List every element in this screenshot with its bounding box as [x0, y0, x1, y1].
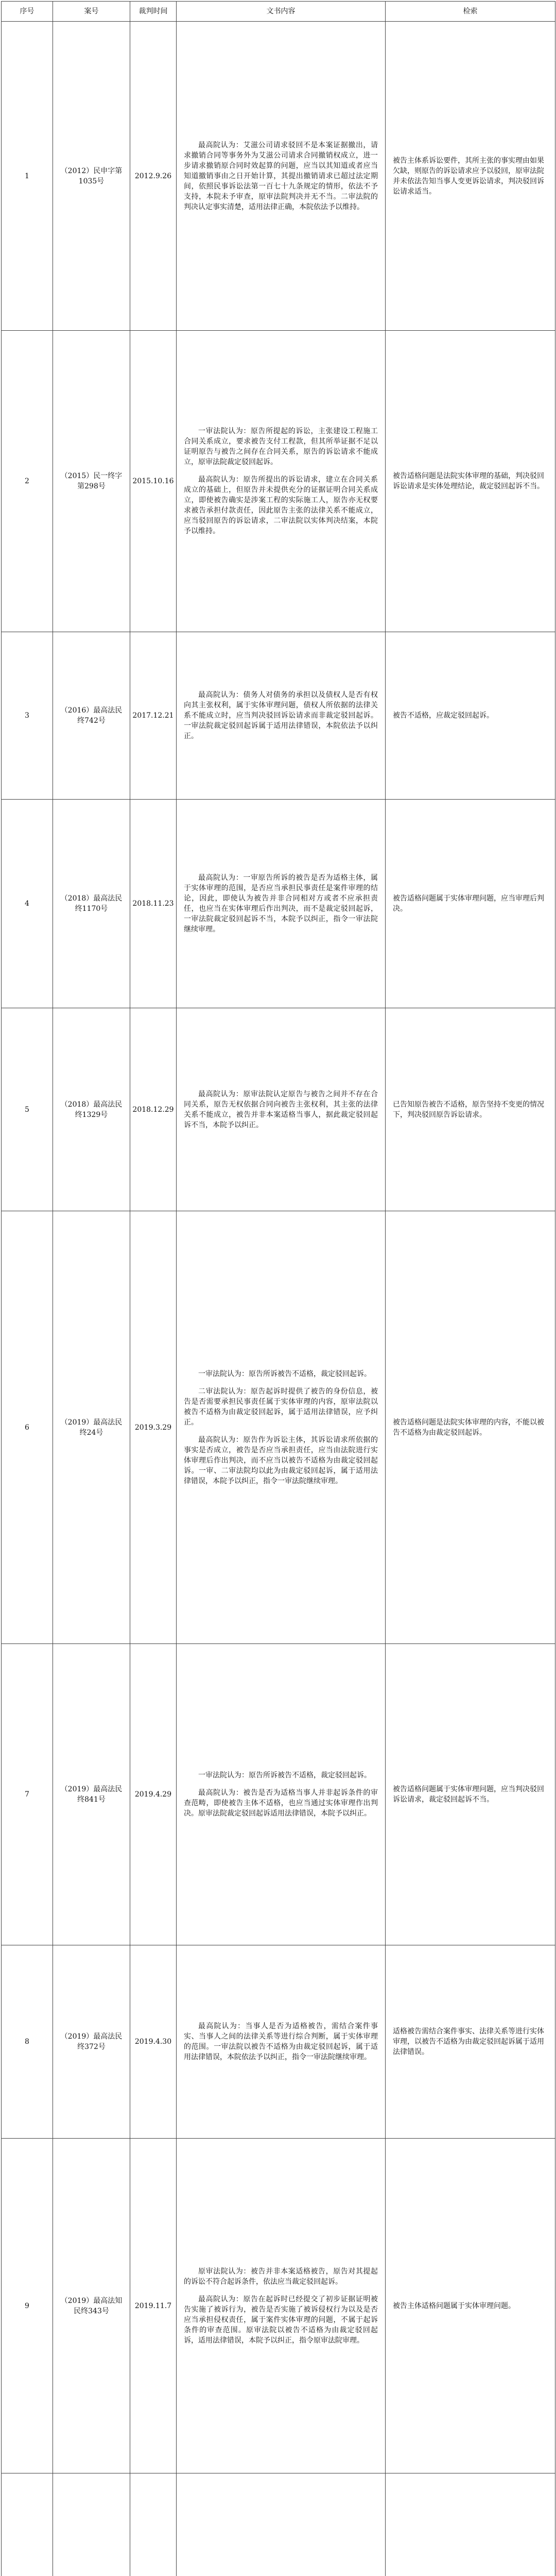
document-content — [177, 1211, 386, 1644]
header-no: 序号 — [2, 2, 53, 22]
document-content — [177, 1008, 386, 1211]
header-note: 检索 — [386, 2, 555, 22]
document-content — [177, 22, 386, 331]
judgment-date: 2019.11.7 — [130, 2139, 177, 2473]
judgment-date: 2019.4.30 — [130, 1945, 177, 2139]
row-number: 8 — [2, 1945, 53, 2139]
header-content: 文书内容 — [177, 2, 386, 22]
case-number: （2018）最高法民终1170号 — [53, 800, 130, 1008]
table-row — [2, 2139, 555, 2473]
row-number: 1 — [2, 22, 53, 331]
table-row — [2, 1945, 555, 2139]
row-number: 3 — [2, 632, 53, 800]
case-number: （2019）最高法民终841号 — [53, 1644, 130, 1945]
row-number — [2, 2473, 53, 2576]
judgment-date: 2018.12.29 — [130, 1008, 177, 1211]
table-row — [2, 632, 555, 800]
judgment-date: 2019.3.29 — [130, 1211, 177, 1644]
search-note: 被告主体系诉讼要件，其所主张的事实理由如果欠缺，则原告的诉讼请求应予以驳回，原审法院并未依法告知当事人变更诉讼请求，判决驳回诉讼请求适当。 — [386, 22, 555, 331]
document-content — [177, 1945, 386, 2139]
table-row — [2, 2473, 555, 2576]
content-paragraph: 最高院认为：原告在起诉时已经提交了初步证据证明被告实施了被诉行为，被告是否实施了被诉侵权行为以及是否应当承担侵权责任，属于案件实体审理的问题，不属于起诉条件的审查范围。原审法院以被告不适格为由裁定驳回起诉，适用法律错误，本院予以纠正，指令原审法院审理。 — [184, 2295, 378, 2345]
document-content — [177, 2139, 386, 2473]
search-note — [386, 2473, 555, 2576]
table-row — [2, 800, 555, 1008]
table-row — [2, 1008, 555, 1211]
case-number: （2015）民一终字第298号 — [53, 331, 130, 632]
search-note: 被告适格问题属于实体审理问题，应当审理后判决。 — [386, 800, 555, 1008]
case-number: （2019）最高法知民终343号 — [53, 2139, 130, 2473]
judgment-date — [130, 2473, 177, 2576]
case-number: （2012）民申字第1035号 — [53, 22, 130, 331]
judgment-date: 2015.10.16 — [130, 331, 177, 632]
row-number: 6 — [2, 1211, 53, 1644]
row-number: 9 — [2, 2139, 53, 2473]
judgment-date: 2017.12.21 — [130, 632, 177, 800]
document-content — [177, 331, 386, 632]
row-number: 5 — [2, 1008, 53, 1211]
row-number: 2 — [2, 331, 53, 632]
content-paragraph: 一审法院认为：原告所诉被告不适格，裁定驳回起诉。 — [198, 1771, 371, 1780]
content-paragraph: 最高院认为：原告作为诉讼主体，其诉讼请求所依据的事实是否成立，被告是否应当承担责任，应当由法院进行实体审理后作出判决，而不应当以被告不适格为由裁定驳回起诉。一审、二审法院均以此为由裁定驳回起诉，属于适用法律错误，本院予以纠正，指令一审法院继续审理。 — [184, 1435, 378, 1485]
search-note: 被告适格问题是法院实体审理的内容，不能以被告不适格为由裁定驳回起诉。 — [386, 1211, 555, 1644]
document-content — [177, 2473, 386, 2576]
search-note: 适格被告需结合案件事实、法律关系等进行实体审理，以被告不适格为由裁定驳回起诉属于适用法律错误。 — [386, 1945, 555, 2139]
case-number: （2019）最高法民终372号 — [53, 1945, 130, 2139]
content-paragraph: 最高院认为：原告所提出的诉讼请求，建立在合同关系成立的基础上，但原告并未提供充分的证据证明合同关系成立，即使被告确实是涉案工程的实际施工人，原告亦无权要求被告承担付款责任，因此原告主张的法律关系不能成立，应当驳回原告的诉讼请求，二审法院以实体判决结案，本院予以维持。 — [184, 476, 378, 535]
judgment-date: 2012.9.26 — [130, 22, 177, 331]
search-note: 被告不适格，应裁定驳回起诉。 — [386, 632, 555, 800]
document-content — [177, 632, 386, 800]
case-number: （2018）最高法民终1329号 — [53, 1008, 130, 1211]
table-row — [2, 22, 555, 331]
case-number: （2016）最高法民终742号 — [53, 632, 130, 800]
search-note: 被告适格问题属于实体审理问题，应当判决驳回诉讼请求，裁定驳回起诉不当。 — [386, 1644, 555, 1945]
table-row — [2, 331, 555, 632]
document-content — [177, 1644, 386, 1945]
judgment-date: 2018.11.23 — [130, 800, 177, 1008]
row-number: 7 — [2, 1644, 53, 1945]
content-paragraph: 原审法院认为：被告并非本案适格被告，原告对其提起的诉讼不符合起诉条件，依法应当裁定驳回起诉。 — [184, 2267, 378, 2286]
search-note: 已告知原告被告不适格，原告坚持不变更的情况下，判决驳回原告诉讼请求。 — [386, 1008, 555, 1211]
document-content — [177, 800, 386, 1008]
content-paragraph: 最高院认为：一审原告所诉的被告是否为适格主体，属于实体审理的范围，是否应当承担民事责任是案件审理的结论，因此，即使认为被告并非合同相对方或者不应承担责任，也应当在实体审理后作出判决，而不是裁定驳回起诉，一审法院裁定驳回起诉不当，本院予以纠正，指令一审法院继续审理。 — [184, 874, 378, 934]
content-paragraph: 最高院认为：艾滋公司请求驳回不是本案证据撤出，请求撤销合同等事务外为艾滋公司请求合同撤销权成立，进一步请求撤销原合同时效起算的问题，应当以其知道或者应当知道撤销事由之日开始计算，其提出撤销请求已超过法定期间，依照民事诉讼法第一百七十九条规定的情形，依法不予支持，本院未予审查，原审法院判决并无不当。二审法院的判决认定事实清楚，适用法律正确，本院依法予以维持。 — [184, 141, 378, 211]
content-paragraph: 最高院认为：债务人对债务的承担以及债权人是否有权向其主张权利，属于实体审理问题，债权人所依据的法律关系不能成立时，应当判决驳回诉讼请求而非裁定驳回起诉。一审法院裁定驳回起诉属于适用法律错误，本院依法予以纠正。 — [184, 691, 378, 740]
content-paragraph: 最高院认为：原审法院认定原告与被告之间并不存在合同关系，原告无权依据合同向被告主张权利，其主张的法律关系不能成立，被告并非本案适格当事人，据此裁定驳回起诉不当，本院予以纠正。 — [184, 1090, 378, 1129]
case-table — [1, 1, 555, 2576]
case-number: （2019）最高法民终24号 — [53, 1211, 130, 1644]
content-paragraph: 一审法院认为：原告所提起的诉讼，主张建设工程施工合同关系成立，要求被告支付工程款，但其所举证据不足以证明原告与被告之间存在合同关系，原告的诉讼请求不能成立，原审法院裁定驳回起诉。 — [184, 427, 378, 466]
row-number: 4 — [2, 800, 53, 1008]
content-paragraph: 最高院认为：被告是否为适格当事人并非起诉条件的审查范畴，即使被告主体不适格，也应当通过实体审理作出判决。原审法院裁定驳回起诉适用法律错误，本院予以纠正。 — [184, 1789, 378, 1818]
content-paragraph: 一审法院认为：原告所诉被告不适格，裁定驳回起诉。 — [198, 1369, 371, 1378]
content-paragraph: 最高院认为：当事人是否为适格被告，需结合案件事实、当事人之间的法律关系等进行综合判断，属于实体审理的范围。一审法院以被告不适格为由裁定驳回起诉，属于适用法律错误，本院依法予以纠正，指令一审法院继续审理。 — [184, 2022, 378, 2061]
table-row — [2, 1644, 555, 1945]
content-paragraph: 二审法院认为：原告起诉时提供了被告的身份信息，被告是否需要承担民事责任属于实体审理的内容，原审法院以被告不适格为由裁定驳回起诉，属于适用法律错误，应予纠正。 — [184, 1387, 378, 1427]
judgment-date: 2019.4.29 — [130, 1644, 177, 1945]
header-date: 裁判时间 — [130, 2, 177, 22]
header-row — [2, 2, 555, 22]
header-case: 案号 — [53, 2, 130, 22]
search-note: 被告主体适格问题属于实体审理问题。 — [386, 2139, 555, 2473]
table-row — [2, 1211, 555, 1644]
search-note: 被告适格问题是法院实体审理的基础，判决驳回诉讼请求是实体处理结论，裁定驳回起诉不当。 — [386, 331, 555, 632]
case-number — [53, 2473, 130, 2576]
